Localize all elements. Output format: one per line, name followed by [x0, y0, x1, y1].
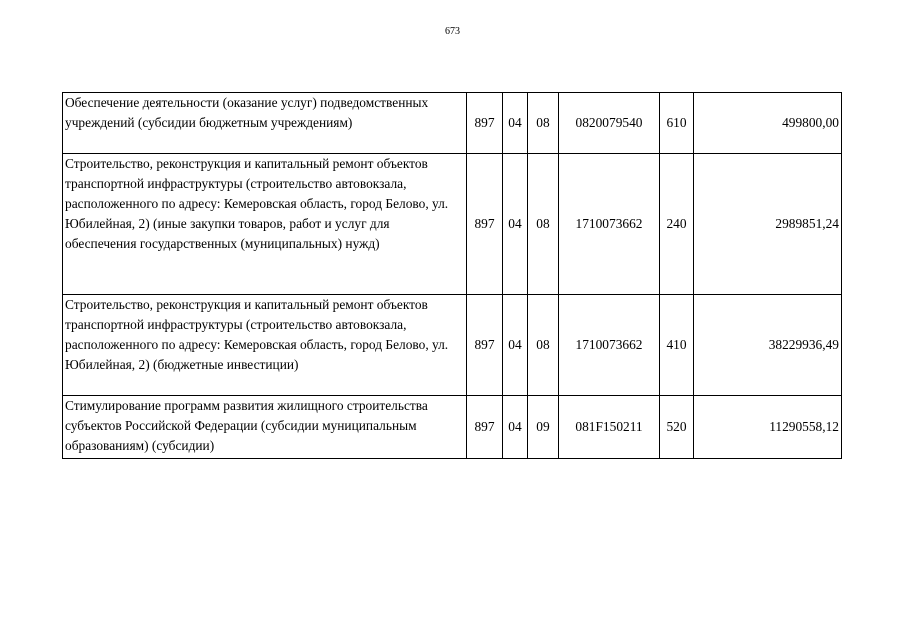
row-description: Обеспечение деятельности (оказание услуг) подведомственных учреждений (субсидии бюджетным учреждениям): [63, 93, 467, 154]
subsection-code: 09: [528, 396, 559, 459]
expense-type-code: 520: [660, 396, 694, 459]
target-article-code: 1710073662: [559, 295, 660, 396]
section-code: 04: [503, 396, 528, 459]
section-code: 04: [503, 295, 528, 396]
expense-type-code: 410: [660, 295, 694, 396]
budget-table: [62, 92, 842, 459]
ministry-code: 897: [467, 93, 503, 154]
table-row: [63, 396, 842, 459]
ministry-code: 897: [467, 154, 503, 295]
target-article-code: 081F150211: [559, 396, 660, 459]
amount: 11290558,12: [694, 396, 842, 459]
page-number: 673: [445, 26, 460, 37]
expense-type-code: 610: [660, 93, 694, 154]
target-article-code: 0820079540: [559, 93, 660, 154]
amount: 2989851,24: [694, 154, 842, 295]
subsection-code: 08: [528, 154, 559, 295]
section-code: 04: [503, 93, 528, 154]
table-row: [63, 295, 842, 396]
section-code: 04: [503, 154, 528, 295]
subsection-code: 08: [528, 295, 559, 396]
row-description: Строительство, реконструкция и капитальный ремонт объектов транспортной инфраструктуры (строительство автовокзала, расположенного по адресу: Кемеровская область, город Белово, ул. Юбилейная, 2) (бюджетные инвестиции): [63, 295, 467, 396]
table-row: [63, 154, 842, 295]
subsection-code: 08: [528, 93, 559, 154]
ministry-code: 897: [467, 396, 503, 459]
ministry-code: 897: [467, 295, 503, 396]
table-row: [63, 93, 842, 154]
expense-type-code: 240: [660, 154, 694, 295]
target-article-code: 1710073662: [559, 154, 660, 295]
amount: 499800,00: [694, 93, 842, 154]
row-description: Стимулирование программ развития жилищного строительства субъектов Российской Федерации (субсидии муниципальным образованиям) (субсидии): [63, 396, 467, 459]
row-description: Строительство, реконструкция и капитальный ремонт объектов транспортной инфраструктуры (строительство автовокзала, расположенного по адресу: Кемеровская область, город Белово, ул. Юбилейная, 2) (иные закупки товаров, работ и услуг для обеспечения государственных (муниципальных) нужд): [63, 154, 467, 295]
amount: 38229936,49: [694, 295, 842, 396]
